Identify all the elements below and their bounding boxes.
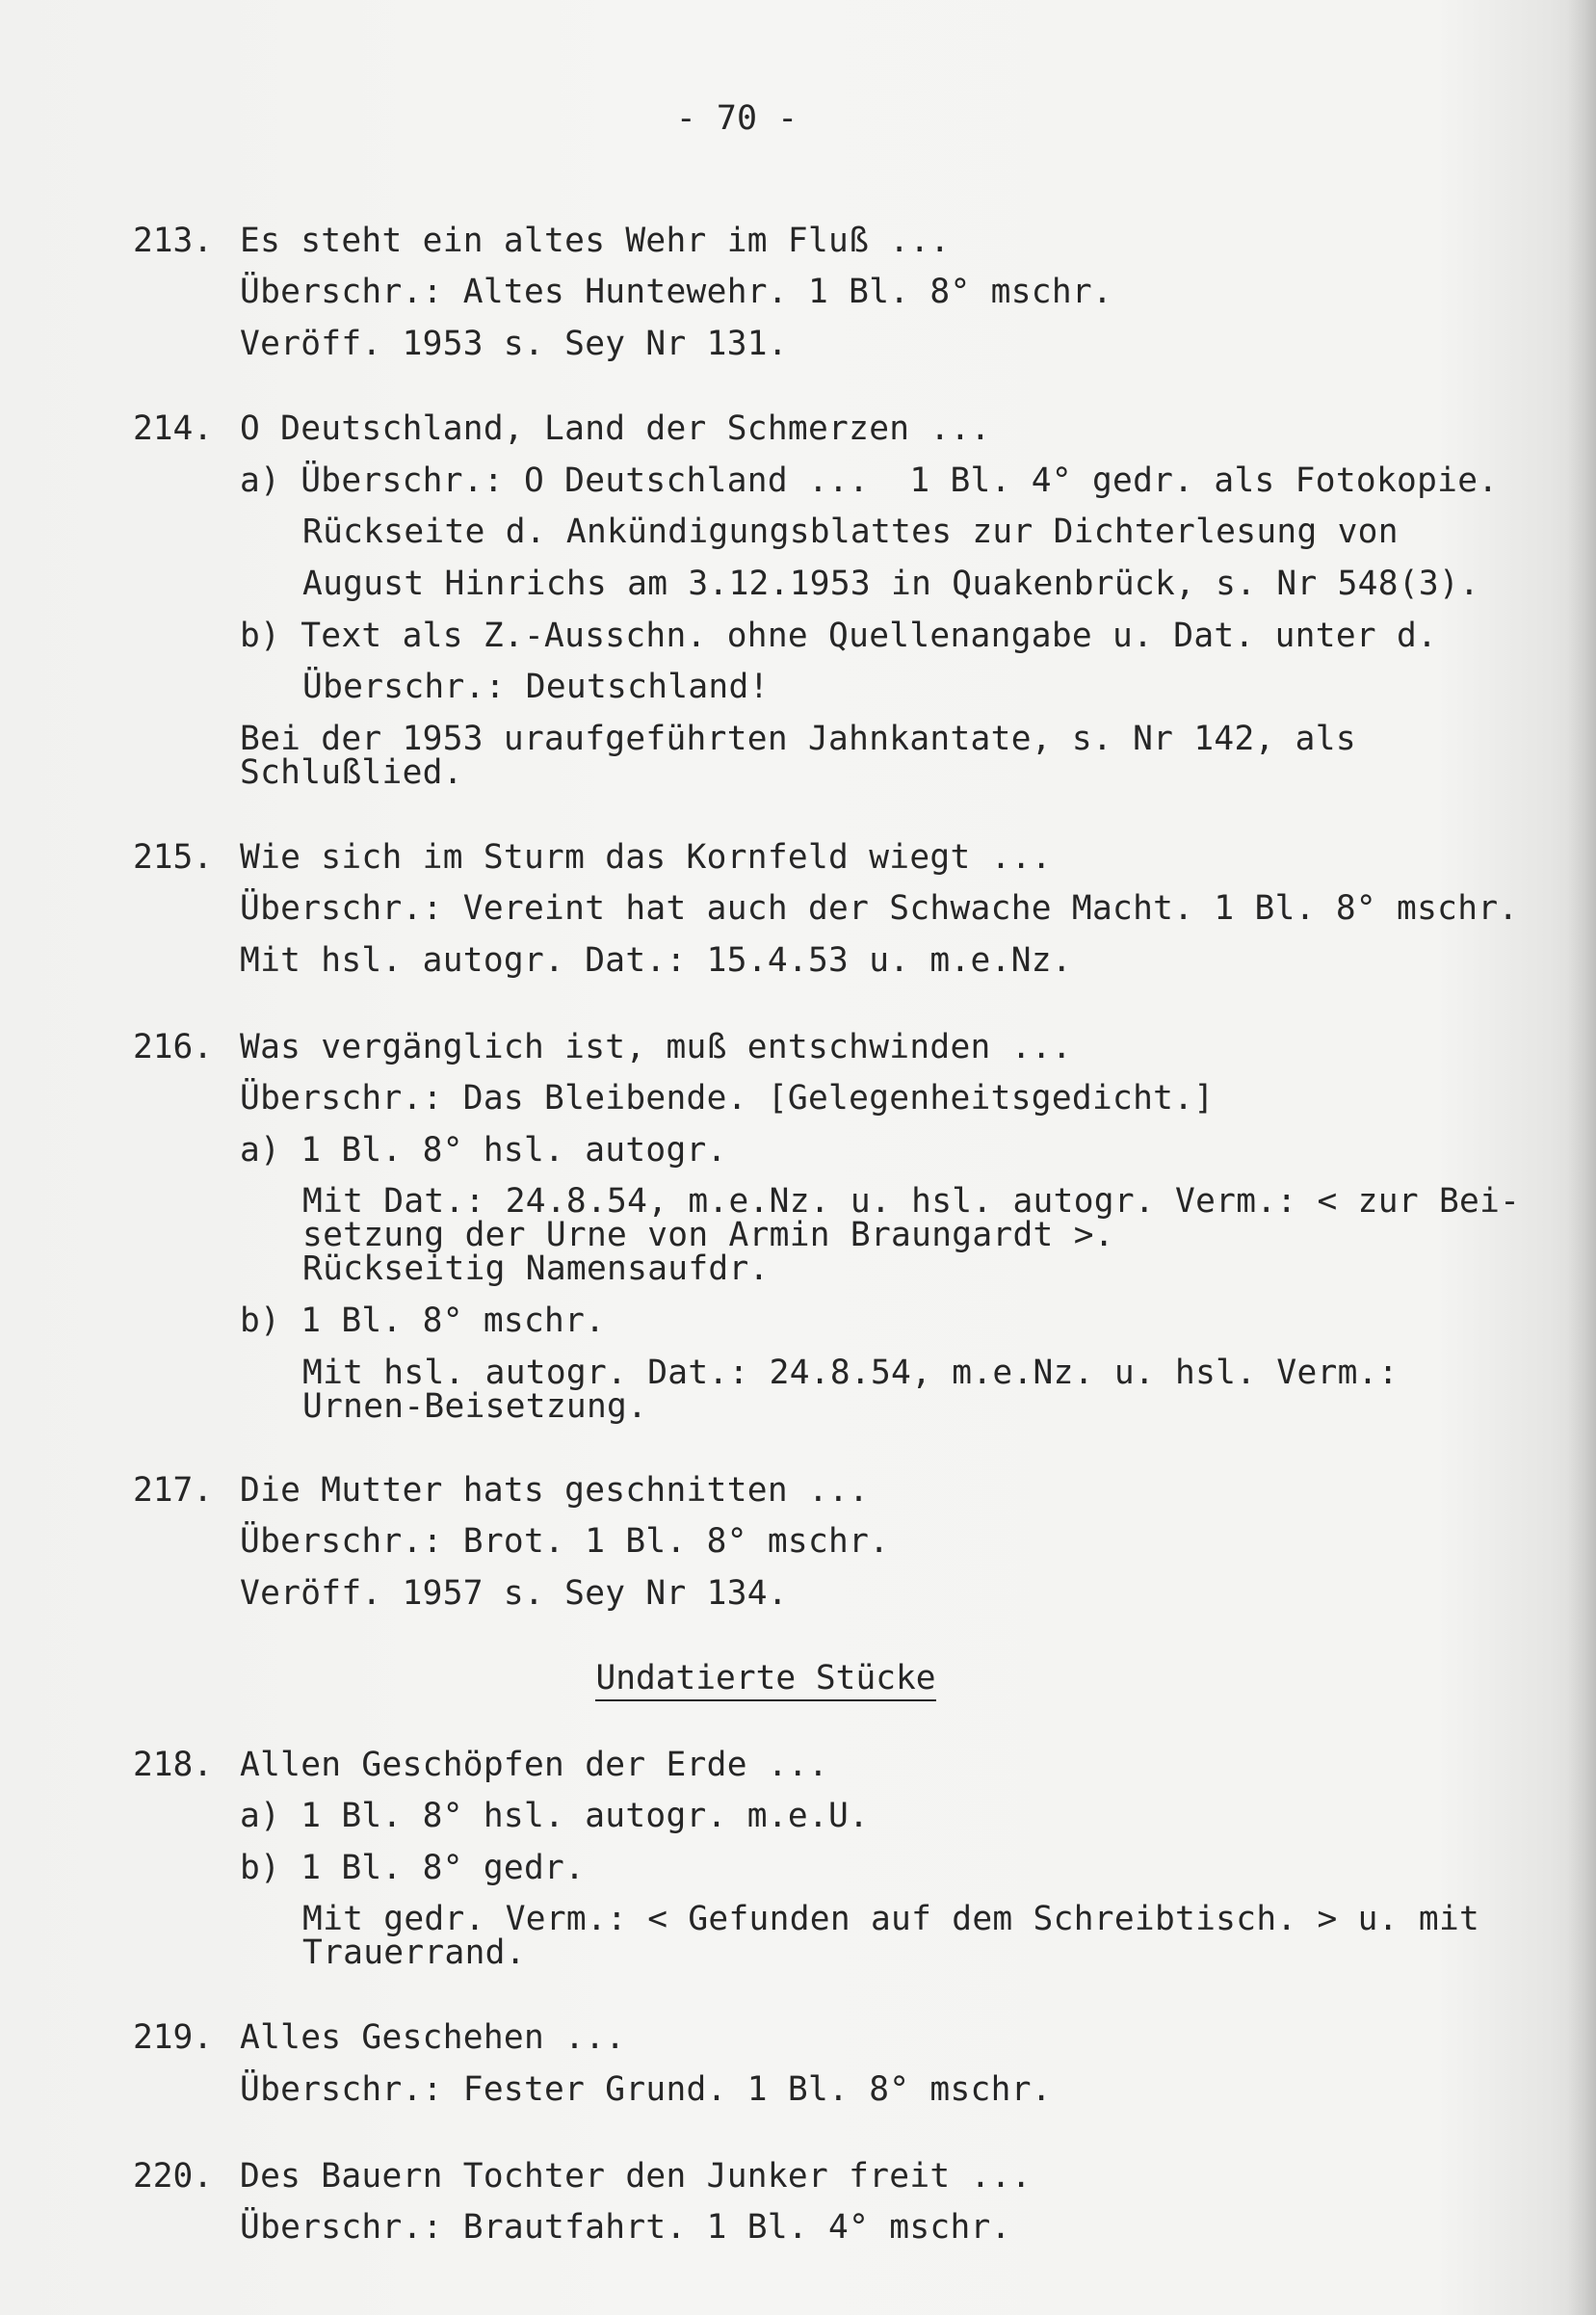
entry-214-line-3: Rückseite d. Ankündigungsblattes zur Dichterlesung von xyxy=(302,513,1399,551)
entry-219-line-2: Überschr.: Fester Grund. 1 Bl. 8° mschr. xyxy=(240,2070,1052,2109)
entry-number-219: 219. xyxy=(133,2018,214,2057)
entry-214-line-5: b) Text als Z.-Ausschn. ohne Quellenangabe u. Dat. unter d. xyxy=(240,617,1438,655)
entry-214-line-1: O Deutschland, Land der Schmerzen ... xyxy=(240,409,991,448)
entry-214-line-8: Schlußlied. xyxy=(240,753,463,792)
entry-220-line-2: Überschr.: Brautfahrt. 1 Bl. 4° mschr. xyxy=(240,2208,1011,2247)
entry-217-line-2: Überschr.: Brot. 1 Bl. 8° mschr. xyxy=(240,1522,890,1561)
entry-220-line-1: Des Bauern Tochter den Junker freit ... xyxy=(240,2157,1032,2196)
entry-218-line-4: Mit gedr. Verm.: < Gefunden auf dem Schreibtisch. > u. mit xyxy=(302,1900,1480,1938)
entry-number-215: 215. xyxy=(133,838,214,877)
entry-219-line-1: Alles Geschehen ... xyxy=(240,2018,626,2057)
entry-number-213: 213. xyxy=(133,222,214,260)
entry-216-line-4: Mit Dat.: 24.8.54, m.e.Nz. u. hsl. autogr. Verm.: < zur Bei- xyxy=(302,1182,1521,1221)
entry-218-line-3: b) 1 Bl. 8° gedr. xyxy=(240,1849,586,1887)
entry-number-217: 217. xyxy=(133,1471,214,1510)
entry-216-line-5: setzung der Urne von Armin Braungardt >. xyxy=(302,1216,1114,1254)
entry-215-line-3: Mit hsl. autogr. Dat.: 15.4.53 u. m.e.Nz. xyxy=(240,941,1072,980)
entry-216-line-2: Überschr.: Das Bleibende. [Gelegenheitsgedicht.] xyxy=(240,1079,1215,1118)
page-edge-shadow xyxy=(1567,0,1596,2315)
entry-214-line-7: Bei der 1953 uraufgeführten Jahnkantate, s. Nr 142, als xyxy=(240,720,1356,758)
entry-213-line-2: Überschr.: Altes Huntewehr. 1 Bl. 8° mschr. xyxy=(240,273,1113,311)
entry-number-214: 214. xyxy=(133,409,214,448)
entry-217-line-1: Die Mutter hats geschnitten ... xyxy=(240,1471,870,1510)
entry-214-line-6: Überschr.: Deutschland! xyxy=(302,668,770,706)
entry-216-line-8: Mit hsl. autogr. Dat.: 24.8.54, m.e.Nz. u. hsl. Verm.: xyxy=(302,1354,1399,1392)
entry-number-216: 216. xyxy=(133,1028,214,1066)
entry-216-line-1: Was vergänglich ist, muß entschwinden ... xyxy=(240,1028,1072,1066)
entry-214-line-2: a) Überschr.: O Deutschland ... 1 Bl. 4° gedr. als Fotokopie. xyxy=(240,461,1499,500)
section-heading xyxy=(0,1659,1531,1697)
entry-218-line-2: a) 1 Bl. 8° hsl. autogr. m.e.U. xyxy=(240,1797,870,1835)
entry-216-line-7: b) 1 Bl. 8° mschr. xyxy=(240,1302,606,1340)
entry-216-line-9: Urnen-Beisetzung. xyxy=(302,1387,648,1426)
entry-216-line-6: Rückseitig Namensaufdr. xyxy=(302,1250,770,1288)
entry-number-220: 220. xyxy=(133,2157,214,2196)
entry-213-line-1: Es steht ein altes Wehr im Fluß ... xyxy=(240,222,951,260)
entry-213-line-3: Veröff. 1953 s. Sey Nr 131. xyxy=(240,325,788,363)
entry-215-line-1: Wie sich im Sturm das Kornfeld wiegt ... xyxy=(240,838,1052,877)
entry-number-218: 218. xyxy=(133,1746,214,1784)
entry-215-line-2: Überschr.: Vereint hat auch der Schwache Macht. 1 Bl. 8° mschr. xyxy=(240,889,1519,928)
page-number: - 70 - xyxy=(675,99,798,138)
section-heading-text: Undatierte Stücke xyxy=(595,1659,935,1701)
entry-218-line-5: Trauerrand. xyxy=(302,1934,526,1972)
entry-216-line-3: a) 1 Bl. 8° hsl. autogr. xyxy=(240,1131,727,1170)
entry-214-line-4: August Hinrichs am 3.12.1953 in Quakenbrück, s. Nr 548(3). xyxy=(302,565,1480,603)
entry-217-line-3: Veröff. 1957 s. Sey Nr 134. xyxy=(240,1574,788,1613)
entry-218-line-1: Allen Geschöpfen der Erde ... xyxy=(240,1746,829,1784)
